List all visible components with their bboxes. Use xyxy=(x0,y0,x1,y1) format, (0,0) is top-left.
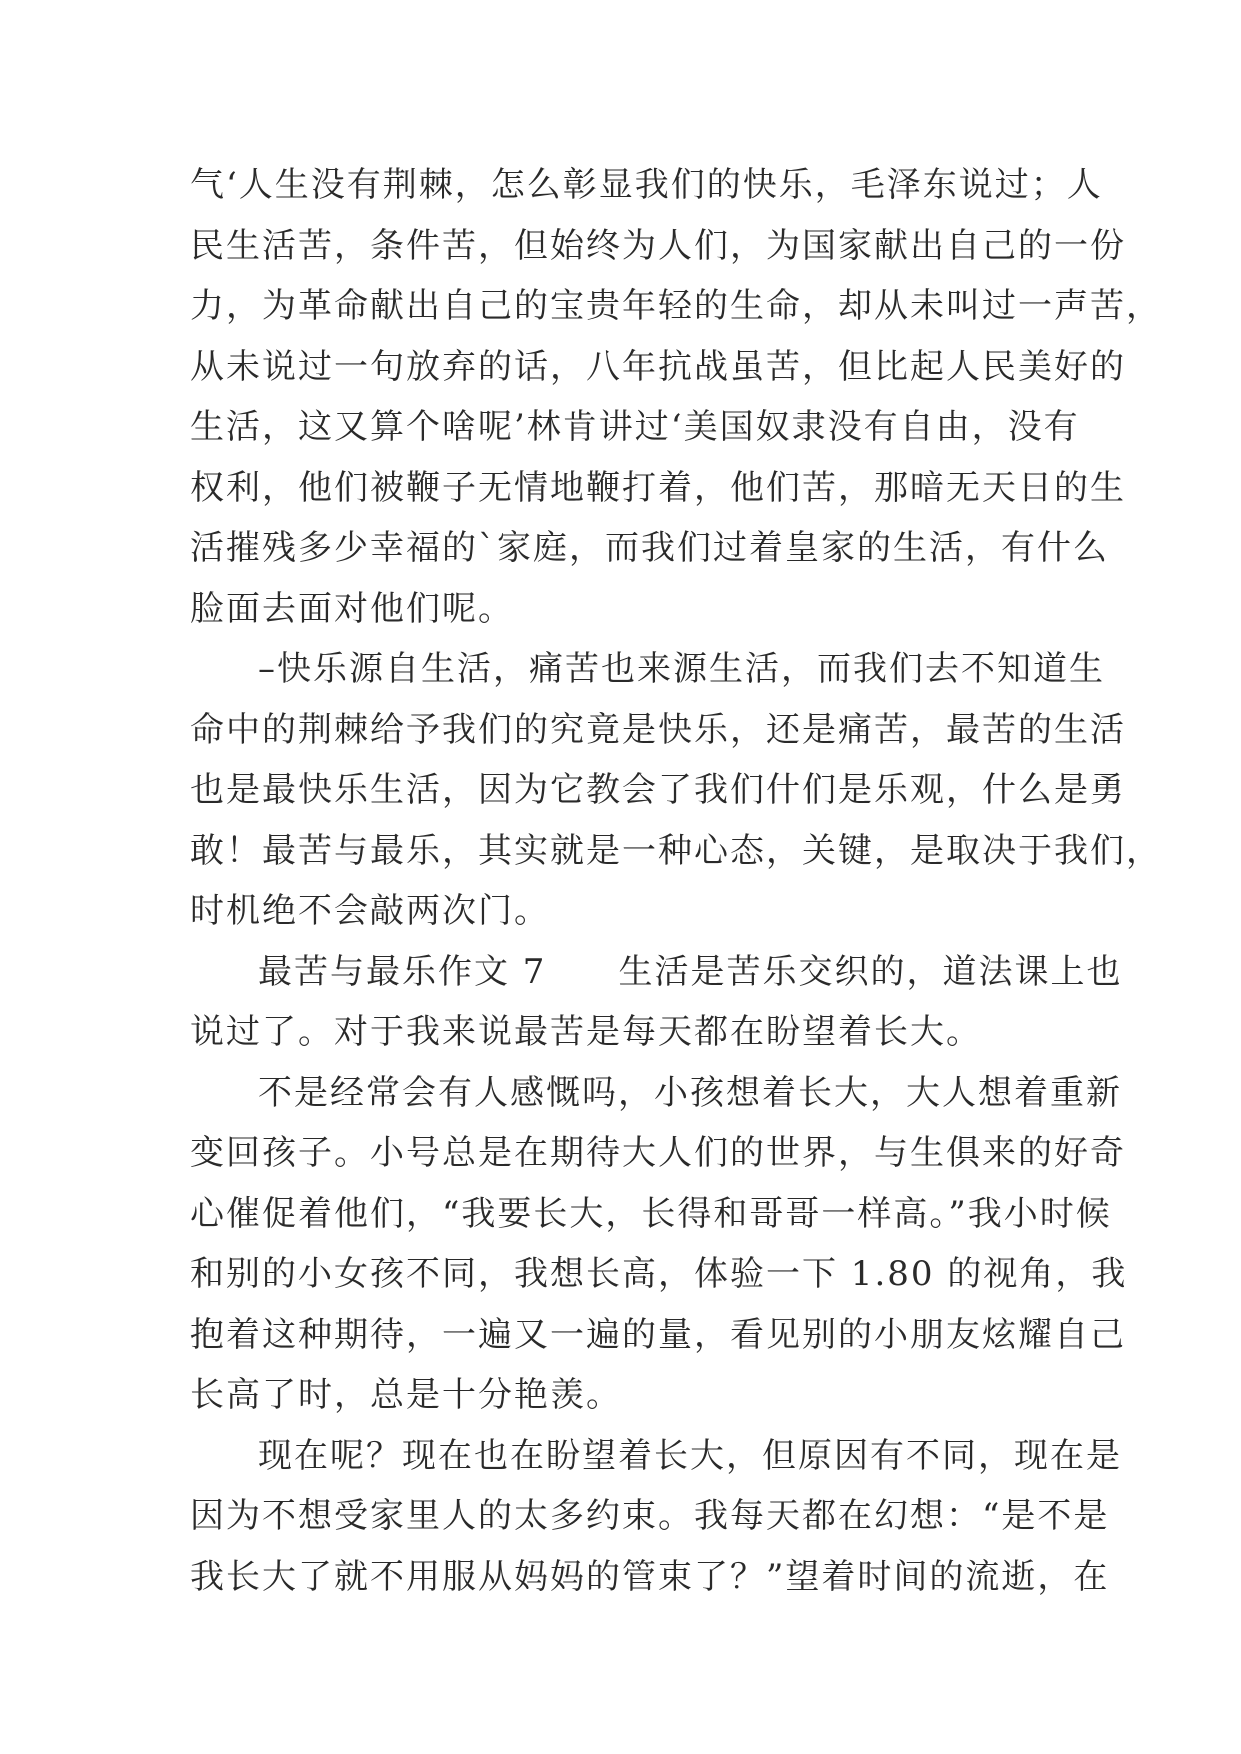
text-line: 不是经常会有人感慨吗，小孩想着长大，大人想着重新 xyxy=(258,1072,1122,1113)
text-line: 最苦与最乐作文 7 生活是苦乐交织的，道法课上也 xyxy=(258,951,1123,992)
text-line: 也是最快乐生活，因为它教会了我们什们是乐观，什么是勇 xyxy=(190,770,1126,810)
text-line: 从未说过一句放弃的话，八年抗战虽苦，但比起人民美好的 xyxy=(190,346,1126,387)
text-line: 气‘人生没有荆棘，怎么彰显我们的快乐，毛泽东说过；人 xyxy=(190,165,1103,205)
text-line: 心催促着他们，“我要长大，长得和哥哥一样高。”我小时候 xyxy=(190,1193,1112,1234)
text-line: 脸面去面对他们呢。 xyxy=(190,588,514,629)
text-line: 长高了时，总是十分艳羡。 xyxy=(190,1375,622,1415)
text-line: 权利，他们被鞭子无情地鞭打着，他们苦，那暗无天日的生 xyxy=(190,467,1126,508)
document-body xyxy=(190,155,1162,1607)
text-line: 时机绝不会敲两次门。 xyxy=(190,891,550,931)
text-line: 说过了。对于我来说最苦是每天都在盼望着长大。 xyxy=(190,1012,982,1052)
text-line: 我长大了就不用服从妈妈的管束了？”望着时间的流逝，在 xyxy=(190,1556,1110,1597)
text-line: 抱着这种期待，一遍又一遍的量，看见别的小朋友炫耀自己 xyxy=(190,1314,1126,1355)
text-line: –快乐源自生活，痛苦也来源生活，而我们去不知道生 xyxy=(258,649,1105,689)
text-line: 活摧残多少幸福的`家庭，而我们过着皇家的生活，有什么 xyxy=(190,528,1109,568)
text-line: 敢！最苦与最乐，其实就是一种心态，关键，是取决于我们， xyxy=(190,830,1162,871)
text-line: 命中的荆棘给予我们的究竟是快乐，还是痛苦，最苦的生活 xyxy=(190,709,1126,750)
text-line: 民生活苦，条件苦，但始终为人们，为国家献出自己的一份 xyxy=(190,225,1126,266)
text-line: 现在呢？现在也在盼望着长大，但原因有不同，现在是 xyxy=(258,1435,1122,1476)
text-line: 变回孩子。小号总是在期待大人们的世界，与生俱来的好奇 xyxy=(190,1133,1126,1173)
text-line: 力，为革命献出自己的宝贵年轻的生命，却从未叫过一声苦， xyxy=(190,286,1162,326)
text-line: 和别的小女孩不同，我想长高，体验一下 1.80 的视角，我 xyxy=(190,1254,1128,1294)
text-line: 生活，这又算个啥呢’林肯讲过‘美国奴隶没有自由，没有 xyxy=(190,407,1080,447)
text-line: 因为不想受家里人的太多约束。我每天都在幻想：“是不是 xyxy=(190,1496,1110,1536)
